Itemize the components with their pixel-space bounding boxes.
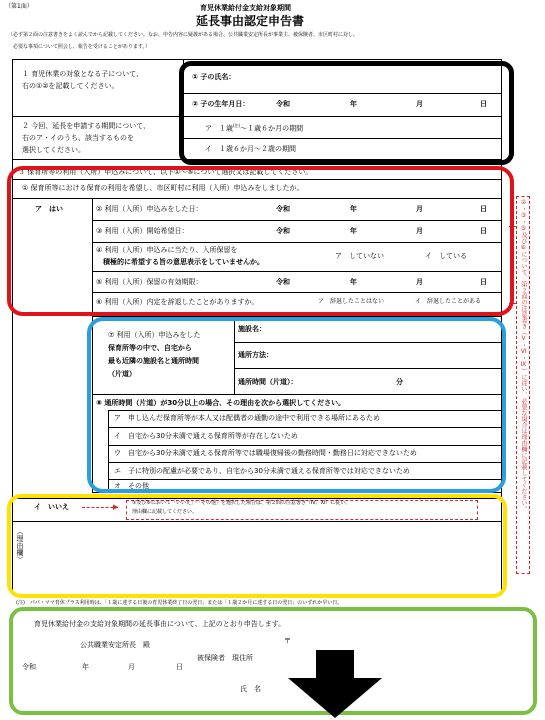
down-arrow-icon xyxy=(286,650,384,718)
sec8-option-c[interactable]: ウ 自宅から30分未満で通える保育所等では職場復帰後の勤務時間・勤務日に対応できないため xyxy=(114,449,417,457)
commute-time-label: 通所時間（片道）： xyxy=(238,378,298,386)
sec7-label-line4: （片道） xyxy=(108,370,136,378)
row-line xyxy=(108,427,502,428)
row-line xyxy=(234,368,502,369)
no-note-line1: ①及び⑥において「いいえ」・「その他」を選択した場合は、第２面の注意書き（Ⅳ、Ⅺ）に従い、 xyxy=(132,500,351,506)
reason-field[interactable] xyxy=(32,525,498,591)
sec7-label-line1: ⑦ 利用（入所）申込みをした xyxy=(108,331,201,339)
form-number: （第1面） xyxy=(5,3,33,10)
q6-label: ⑥ 利用（入所）内定を辞退したことがありますか。 xyxy=(96,298,259,306)
no-note-line2: 理由欄に記載してください。 xyxy=(132,509,198,515)
row-line xyxy=(108,445,502,446)
facility-label: 施設名： xyxy=(238,325,266,333)
commute-minutes: 分 xyxy=(396,378,403,386)
sec8-option-a[interactable]: ア 申し込んだ保育所等が本人又は配偶者の通勤の途中で利用できる場所にあるため xyxy=(114,414,380,422)
child-birth-year: 年 xyxy=(350,100,357,108)
declaration-month: 月 xyxy=(128,663,135,671)
side-note: ②・③・⑤及び⑥について、第２面の注意書き（Ⅴ・Ⅵ・Ⅸ）に従い、必要な場合は理由欄に記載してください。 xyxy=(520,199,527,512)
row-line xyxy=(92,271,502,272)
child-birth-era: 令和 xyxy=(276,100,290,108)
option-1yr-label: ア １歳 xyxy=(205,124,233,133)
row-line xyxy=(12,116,502,117)
declaration-day: 日 xyxy=(176,663,183,671)
sec7-label-line2: 保育所等の中で、自宅から xyxy=(108,344,192,352)
row-line xyxy=(12,179,502,180)
q5-year: 年 xyxy=(350,278,357,286)
row-line xyxy=(183,138,502,139)
header-note-line2: 必要な事項について照会し、報告を受けることがあります。） xyxy=(13,44,151,50)
child-birth-label: ② 子の生年月日： xyxy=(192,100,250,108)
sec2-label-line2: 右のア・イのうち、該当するものを xyxy=(22,134,134,142)
row-line xyxy=(92,312,502,313)
row-line xyxy=(92,292,502,293)
option-1yr6m[interactable]: イ １歳６か月～２歳の期間 xyxy=(205,145,296,153)
sec1-label-line1: １ 育児休業の対象となる子について、 xyxy=(22,70,143,78)
row-line xyxy=(12,159,502,160)
row-line xyxy=(92,220,502,221)
q4-label-line2: 積極的に希望する旨の意思表示をしていませんか。 xyxy=(103,258,264,266)
q4-label-line1: ④ 利用（入所）申込みに当たり、入所保留を xyxy=(96,246,238,254)
q5-era: 令和 xyxy=(276,278,290,286)
q3-month: 月 xyxy=(416,227,423,235)
row-line xyxy=(12,198,502,199)
option-1yr[interactable] xyxy=(205,124,303,132)
reason-label: （理由欄） xyxy=(16,528,25,563)
q5-label: ⑤ 利用（入所）保留の有効期限： xyxy=(96,278,203,286)
declaration-text: 育児休業給付金の支給対象期間の延長事由について、上記のとおり申告します。 xyxy=(34,620,286,628)
row-line xyxy=(12,521,502,522)
sec8-option-b[interactable]: イ 自宅から30分未満で通える保育所等が存在しないため xyxy=(114,432,298,440)
sec8-option-d[interactable]: エ 子に特別の配慮が必要であり、自宅から30分未満で通える保育所等では対応できないため xyxy=(114,467,410,475)
q3-label: ③ 利用（入所）開始希望日： xyxy=(96,227,189,235)
q5-month: 月 xyxy=(416,278,423,286)
sec8-divider xyxy=(108,410,109,493)
sec2-label-line1: ２ 今回、延長を申請する期間について、 xyxy=(22,122,150,130)
sec3-divider xyxy=(92,198,93,316)
no-arrow-head-icon: ▶ xyxy=(113,503,119,511)
sec3-heading: ３ 保育所等の利用（入所）申込みについて、以下①～⑤について選択又は記載してください。 xyxy=(18,168,313,176)
postal-mark: 〒 xyxy=(284,637,291,645)
footnote: (注) パパ・ママ育休プラス利用時は、「１歳に達する日後の育児休業終了日の翌日」または「１歳２か月に達する日の翌日」のいずれか早い日。 xyxy=(16,600,343,606)
q1-yes-option[interactable]: ア はい xyxy=(35,205,63,213)
child-birth-month: 月 xyxy=(416,100,423,108)
option-1yr-rest: ～１歳６か月の期間 xyxy=(240,124,304,133)
q4-option-b[interactable]: イ している xyxy=(425,252,467,260)
sec8-heading: ⑧ 通所時間（片道）が30分以上の場合、その理由を次から選択してください。 xyxy=(96,399,346,407)
q3-day: 日 xyxy=(480,227,487,235)
form-subtitle: 育児休業給付金支給対象期間 xyxy=(200,4,291,12)
q4-option-a[interactable]: ア していない xyxy=(335,252,384,260)
declaration-era: 令和 xyxy=(22,663,36,671)
row-line xyxy=(183,93,502,94)
side-note-connector xyxy=(509,226,516,227)
child-name-label: ① 子の氏名： xyxy=(192,73,236,81)
row-line xyxy=(92,242,502,243)
option-1yr-sup: (注) xyxy=(233,123,241,128)
q2-year: 年 xyxy=(350,205,357,213)
child-birth-day: 日 xyxy=(480,100,487,108)
sec1-label-line2: 右の①②を記載してください。 xyxy=(22,82,119,90)
form-title: 延長事由認定申告書 xyxy=(196,14,305,28)
sec1-divider xyxy=(183,59,184,159)
insured-address-label: 被保険者 現住所 xyxy=(197,654,253,662)
q3-era: 令和 xyxy=(276,227,290,235)
sec7-divider xyxy=(234,316,235,394)
q1-no-option[interactable]: イ いいえ xyxy=(34,503,69,511)
director-label: 公共職業安定所長 殿 xyxy=(80,641,150,649)
sec8-option-e[interactable]: オ その他 xyxy=(114,482,149,490)
sec2-label-line3: 選択してください。 xyxy=(22,146,85,154)
declaration-year: 年 xyxy=(82,663,89,671)
q3-year: 年 xyxy=(350,227,357,235)
q1-question: ① 保育所等における保育の利用を希望し、市区町村に利用（入所）申込みをしましたか。 xyxy=(22,184,304,192)
q2-day: 日 xyxy=(480,205,487,213)
method-label: 通所方法： xyxy=(238,351,273,359)
row-line xyxy=(108,479,502,480)
q2-label: ② 利用（入所）申込みをした日： xyxy=(96,205,203,213)
side-note-connector xyxy=(509,303,516,304)
header-note-line1: （必ず第２面の注意書きをよく読んでから記載してください。なお、申告内容に疑義がある場合、公共職業安定所長が事業主、被保険者、市区町村に対し、 xyxy=(8,32,359,38)
row-line xyxy=(108,462,502,463)
q6-option-a[interactable]: ア 辞退したことはない xyxy=(318,298,385,305)
row-line xyxy=(12,498,502,499)
q5-day: 日 xyxy=(480,278,487,286)
q6-option-b[interactable]: イ 辞退したことがある xyxy=(415,298,482,305)
row-line xyxy=(108,410,502,411)
q2-month: 月 xyxy=(416,205,423,213)
q2-era: 令和 xyxy=(276,205,290,213)
row-line xyxy=(92,394,502,395)
insured-name-label: 氏 名 xyxy=(240,685,261,693)
row-line xyxy=(234,342,502,343)
sec7-label-line3: 最も近隣の施設名と通所時間 xyxy=(108,357,199,365)
